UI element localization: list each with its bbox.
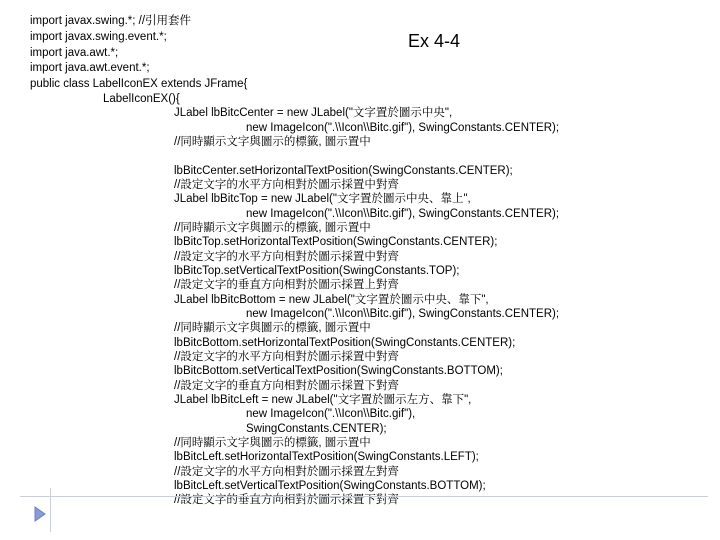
code-comment: //同時顯示文字與圖示的標籤, 圖示置中	[174, 437, 371, 449]
code-comment: //設定文字的垂直方向相對於圖示採置下對齊	[174, 494, 399, 506]
footer-divider-vertical	[50, 488, 51, 532]
code-line: public class LabelIconEX extends JFrame{	[30, 78, 248, 90]
code-line: import javax.swing.event.*;	[30, 31, 167, 43]
code-line: lbBitcBottom.setHorizontalTextPosition(SwingConstants.CENTER);	[174, 337, 516, 349]
code-line: JLabel lbBitcLeft = new JLabel("文字置於圖示左方、靠下",	[174, 394, 472, 406]
code-line: LabelIconEX(){	[103, 93, 180, 105]
code-comment: //設定文字的水平方向相對於圖示採置中對齊	[174, 251, 399, 263]
code-line: import java.awt.*;	[30, 47, 119, 59]
footer-divider-horizontal	[20, 496, 708, 497]
code-line: new ImageIcon(".\\Icon\\Bitc.gif"), SwingConstants.CENTER);	[246, 122, 560, 134]
code-comment: //設定文字的垂直方向相對於圖示採置下對齊	[174, 380, 399, 392]
code-line: JLabel lbBitcBottom = new JLabel("文字置於圖示中央、靠下",	[174, 294, 489, 306]
slide-title: Ex 4-4	[408, 31, 461, 51]
code-line: SwingConstants.CENTER);	[246, 423, 387, 435]
code-line: new ImageIcon(".\\Icon\\Bitc.gif"),	[246, 408, 416, 420]
code-line: lbBitcBottom.setVerticalTextPosition(SwingConstants.BOTTOM);	[174, 365, 503, 377]
code-line: JLabel lbBitcCenter = new JLabel("文字置於圖示中央",	[174, 107, 453, 119]
code-line: new ImageIcon(".\\Icon\\Bitc.gif"), SwingConstants.CENTER);	[246, 308, 560, 320]
code-line: import java.awt.event.*;	[30, 62, 150, 74]
code-comment: //同時顯示文字與圖示的標籤, 圖示置中	[174, 322, 371, 334]
code-line: new ImageIcon(".\\Icon\\Bitc.gif"), SwingConstants.CENTER);	[246, 208, 560, 220]
code-line: lbBitcLeft.setHorizontalTextPosition(SwingConstants.LEFT);	[174, 451, 479, 463]
code-line: JLabel lbBitcTop = new JLabel("文字置於圖示中央、靠上",	[174, 193, 471, 205]
code-comment: //設定文字的水平方向相對於圖示採置左對齊	[174, 466, 399, 478]
code-comment: //同時顯示文字與圖示的標籤, 圖示置中	[174, 136, 371, 148]
code-comment: //設定文字的垂直方向相對於圖示採置上對齊	[174, 279, 399, 291]
code-comment: //設定文字的水平方向相對於圖示採置中對齊	[174, 179, 399, 191]
code-comment: //同時顯示文字與圖示的標籤, 圖示置中	[174, 222, 371, 234]
code-comment: //設定文字的水平方向相對於圖示採置中對齊	[174, 351, 399, 363]
triangle-bullet-icon	[34, 506, 46, 522]
code-line: lbBitcTop.setVerticalTextPosition(SwingConstants.TOP);	[174, 265, 460, 277]
code-line: lbBitcCenter.setHorizontalTextPosition(SwingConstants.CENTER);	[174, 165, 513, 177]
code-line: lbBitcLeft.setVerticalTextPosition(SwingConstants.BOTTOM);	[174, 480, 486, 492]
code-line: import javax.swing.*; //引用套件	[30, 15, 192, 27]
code-line: lbBitcTop.setHorizontalTextPosition(SwingConstants.CENTER);	[174, 236, 498, 248]
